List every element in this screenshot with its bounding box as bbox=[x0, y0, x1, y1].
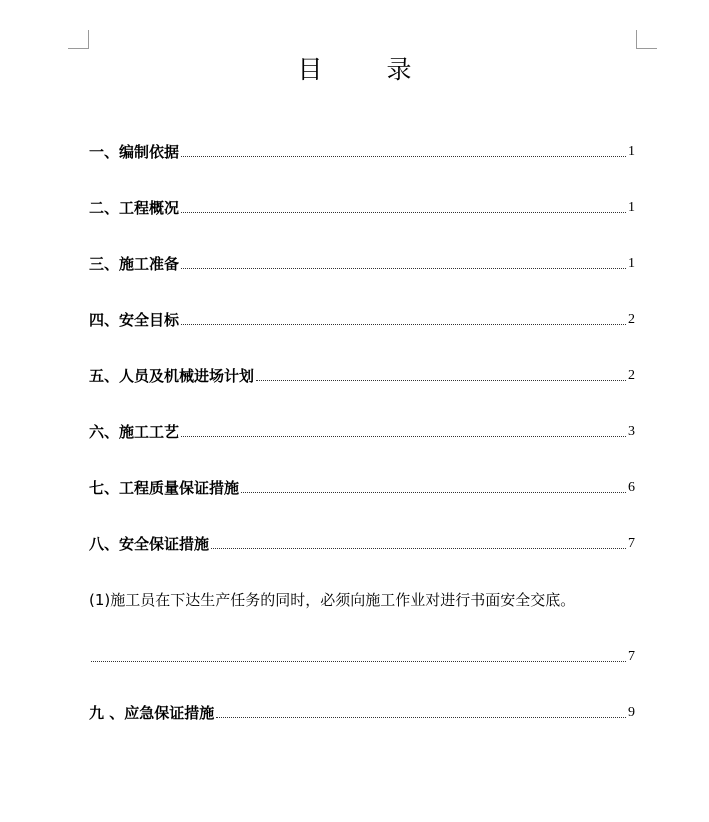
page-corner-mark-top-left bbox=[68, 30, 89, 49]
toc-leader-dots bbox=[91, 661, 626, 662]
toc-leader-dots bbox=[256, 380, 626, 381]
toc-page-number: 2 bbox=[628, 368, 635, 383]
toc-entry[interactable] bbox=[89, 142, 635, 162]
toc-entry[interactable] bbox=[89, 422, 635, 442]
toc-leader-dots bbox=[181, 212, 626, 213]
page-corner-mark-top-right bbox=[636, 30, 657, 49]
toc-leader-dots bbox=[241, 492, 626, 493]
document-title: 目 录 bbox=[297, 55, 440, 84]
toc-entry[interactable] bbox=[89, 254, 635, 274]
toc-subentry-text[interactable]: (1)施工员在下达生产任务的同时，必须向施工作业对进行书面安全交底。 bbox=[89, 591, 576, 609]
toc-page-number: 7 bbox=[628, 649, 635, 664]
toc-entry-label: 七、工程质量保证措施 bbox=[89, 479, 240, 497]
toc-leader-dots bbox=[216, 717, 626, 718]
toc-page-number: 1 bbox=[628, 200, 635, 215]
toc-entry-label: 二、工程概况 bbox=[89, 199, 180, 217]
toc-entry-label: 八、安全保证措施 bbox=[89, 535, 210, 553]
toc-page-number: 2 bbox=[628, 312, 635, 327]
toc-entry[interactable] bbox=[89, 478, 635, 498]
toc-entry[interactable] bbox=[89, 647, 635, 667]
toc-entry[interactable] bbox=[89, 703, 635, 723]
toc-entry[interactable] bbox=[89, 310, 635, 330]
toc-entry-label: 三、施工准备 bbox=[89, 255, 180, 273]
toc-entry-label: 五、人员及机械进场计划 bbox=[89, 367, 255, 385]
toc-entry-label: 四、安全目标 bbox=[89, 311, 180, 329]
toc-entry[interactable] bbox=[89, 366, 635, 386]
toc-leader-dots bbox=[181, 268, 626, 269]
toc-leader-dots bbox=[181, 156, 626, 157]
toc-leader-dots bbox=[211, 548, 626, 549]
toc-entry[interactable] bbox=[89, 534, 635, 554]
toc-page-number: 6 bbox=[628, 480, 635, 495]
toc-page-number: 1 bbox=[628, 144, 635, 159]
toc-page-number: 1 bbox=[628, 256, 635, 271]
toc-entry[interactable] bbox=[89, 198, 635, 218]
toc-page-number: 7 bbox=[628, 536, 635, 551]
toc-entry-label: 九 、应急保证措施 bbox=[89, 704, 215, 722]
toc-leader-dots bbox=[181, 436, 626, 437]
toc-entry-label: 一、编制依据 bbox=[89, 143, 180, 161]
toc-leader-dots bbox=[181, 324, 626, 325]
toc-entry-label: 六、施工工艺 bbox=[89, 423, 180, 441]
toc-page-number: 3 bbox=[628, 424, 635, 439]
toc-page-number: 9 bbox=[628, 705, 635, 720]
